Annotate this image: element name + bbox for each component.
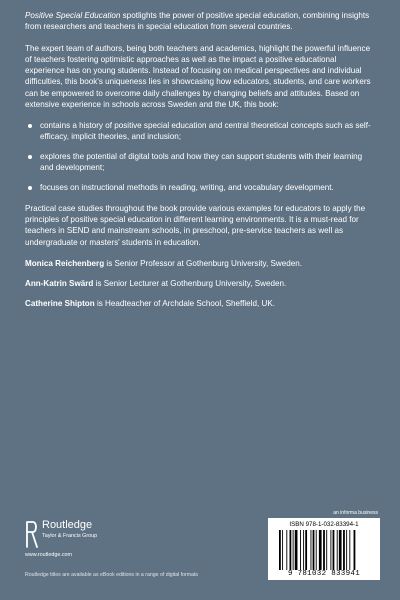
barcode-bar [279,530,281,570]
barcode-bar [316,530,317,570]
author-bio [25,258,375,269]
cover-copy [25,10,375,318]
barcode-bar [326,530,327,570]
publisher-brand: Routledge [42,519,93,531]
publisher-logo [25,517,165,562]
barcode-bar [300,530,301,570]
barcode-number: 9 781032 833941 [287,570,360,578]
isbn-label: ISBN 978-1-032-83394-1 [289,521,359,528]
intro-paragraph [25,10,375,32]
publisher-group: Taylor & Francis Group [42,533,98,539]
author-role: is Headteacher of Archdale School, Sheffield, UK. [94,298,275,308]
routledge-r-logo-icon [25,520,38,549]
barcode-bar [313,530,315,570]
informa-tagline: an informa business [333,510,378,516]
ebook-note: Routledge titles are available as eBook editions in a range of digital formats [25,572,199,578]
author-bio [25,298,375,309]
author-name: Ann-Katrin Swärd [25,278,94,288]
barcode-bar [343,530,345,570]
barcode-bar [295,530,298,570]
feature-item-history: contains a history of positive special education and central theoretical concepts such as self-efficacy, implicit theories, and inclusion; [25,120,375,142]
barcode-bar [290,530,292,570]
author-bio [25,278,375,289]
barcode-bar [346,530,347,570]
author-role: is Senior Lecturer at Gothenburg University, Sweden. [93,278,287,288]
publisher-url: www.routledge.com [25,552,73,558]
barcode-bar [333,530,335,570]
intro-book-title: Positive Special Education [25,11,121,20]
feature-list [25,120,375,193]
case-studies-paragraph: Practical case studies throughout the book provide various examples for educators to apply the principles of positive special education in different learning environments. It is a must-read for teachers in SEND and mainstream schools, in preschool, pre-service teachers as well as undergraduate or masters' students in education. [25,204,366,247]
barcode-bar [303,530,304,570]
barcode-bar [354,530,356,570]
barcode-bar [330,530,331,570]
barcode-bar [282,530,283,570]
barcode-bar [337,530,338,570]
author-name: Catherine Shipton [25,298,95,308]
barcode-bar [305,530,307,570]
description-paragraph: The expert team of authors, being both teachers and academics, highlight the powerful influence of teachers fostering optimistic approaches as well as the impact a positive educational experience has on young students. Instead of focusing on medical perspectives and individual difficulties, this book's uniqueness lies in showcasing how educators, students, and care workers can be empowered to overcome daily challenges by changing beliefs and attitudes. Based on extensive experience in schools across Sweden and the UK, this book: [25,44,371,109]
author-name: Monica Reichenberg [25,258,105,268]
barcode-bar [323,530,325,570]
feature-item-digital-tools: explores the potential of digital tools and how they can support students with their learning and development; [25,151,375,173]
barcode-bar [293,530,294,570]
intro-text: spotlights the power of positive special education, combining insights from researchers and teachers in special education from several countries. [25,11,370,32]
barcode-box [268,518,380,580]
barcode-bar [349,530,350,570]
barcode-bars [278,530,376,570]
barcode-bar [319,530,322,570]
barcode-bar [339,530,342,570]
author-role: is Senior Professor at Gothenburg University, Sweden. [104,258,302,268]
barcode-bar [311,530,312,570]
barcode-bar [286,530,287,570]
feature-item-instruction: focuses on instructional methods in reading, writing, and vocabulary development. [25,182,375,193]
